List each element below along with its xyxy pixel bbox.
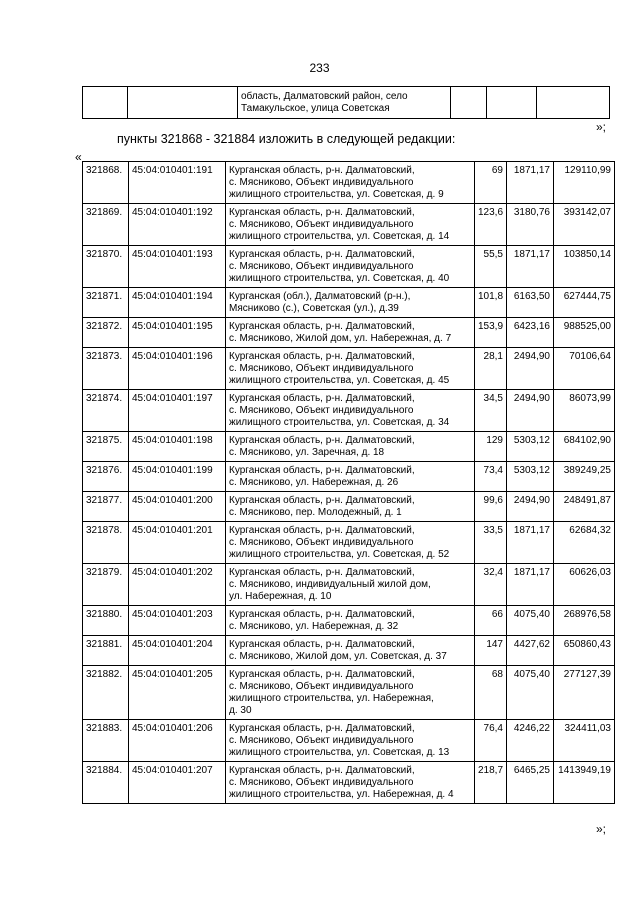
table-row [83, 492, 615, 522]
cadastral-value-cell: 70106,64 [554, 348, 615, 390]
row-number-cell: 321869. [83, 204, 129, 246]
cadastral-value-cell: 62684,32 [554, 522, 615, 564]
area-cell: 218,7 [475, 762, 507, 804]
address-cell: Курганская область, р-н. Далматовский, с. Мясниково, Жилой дом, ул. Советская, д. 37 [226, 636, 475, 666]
row-number-cell: 321882. [83, 666, 129, 720]
row-number-cell: 321868. [83, 162, 129, 204]
address-cell: Курганская область, р-н. Далматовский, с. Мясниково, Объект индивидуального жилищного строительства, ул. Советская, д. 52 [226, 522, 475, 564]
area-cell: 123,6 [475, 204, 507, 246]
address-cell: Курганская область, р-н. Далматовский, с. Мясниково, Объект индивидуального жилищного строительства, ул. Советская, д. 9 [226, 162, 475, 204]
address-cell: Курганская область, р-н. Далматовский, с. Мясниково, ул. Набережная, д. 26 [226, 462, 475, 492]
cadastral-value-cell: 988525,00 [554, 318, 615, 348]
cadastral-value-cell: 277127,39 [554, 666, 615, 720]
row-number-cell: 321874. [83, 390, 129, 432]
row-number-cell: 321875. [83, 432, 129, 462]
cadastral-number-cell: 45:04:010401:206 [129, 720, 226, 762]
rate-cell: 4246,22 [507, 720, 554, 762]
cadastral-value-cell: 1413949,19 [554, 762, 615, 804]
cadastral-number-cell: 45:04:010401:204 [129, 636, 226, 666]
area-cell: 34,5 [475, 390, 507, 432]
address-cell: Курганская область, р-н. Далматовский, с. Мясниково, Жилой дом, ул. Набережная, д. 7 [226, 318, 475, 348]
cadastral-number-cell: 45:04:010401:197 [129, 390, 226, 432]
cadastral-value-cell: 268976,58 [554, 606, 615, 636]
area-cell [451, 87, 487, 119]
cadastral-number-cell: 45:04:010401:193 [129, 246, 226, 288]
cadastral-value-cell: 650860,43 [554, 636, 615, 666]
address-cell: Курганская область, р-н. Далматовский, с. Мясниково, Объект индивидуального жилищного строительства, ул. Набережная, д. 4 [226, 762, 475, 804]
area-cell: 28,1 [475, 348, 507, 390]
row-number-cell: 321879. [83, 564, 129, 606]
table-row [83, 246, 615, 288]
rate-cell: 2494,90 [507, 348, 554, 390]
table-row [83, 720, 615, 762]
area-cell: 73,4 [475, 462, 507, 492]
area-cell: 68 [475, 666, 507, 720]
cadastral-value-cell: 129110,99 [554, 162, 615, 204]
row-number-cell: 321872. [83, 318, 129, 348]
rate-cell: 3180,76 [507, 204, 554, 246]
address-cell: Курганская область, р-н. Далматовский, с. Мясниково, ул. Набережная, д. 32 [226, 606, 475, 636]
cadastral-number-cell: 45:04:010401:198 [129, 432, 226, 462]
amendment-instruction: пункты 321868 - 321884 изложить в следующей редакции: [117, 132, 456, 146]
cadastral-number-cell: 45:04:010401:192 [129, 204, 226, 246]
cadastral-number-cell: 45:04:010401:205 [129, 666, 226, 720]
closing-quote-end: »; [596, 822, 607, 836]
table-row [83, 288, 615, 318]
table-row [83, 318, 615, 348]
row-number-cell [83, 87, 128, 119]
cadastral-number-cell: 45:04:010401:200 [129, 492, 226, 522]
area-cell: 147 [475, 636, 507, 666]
row-number-cell: 321873. [83, 348, 129, 390]
table-row [83, 432, 615, 462]
rate-cell: 4075,40 [507, 606, 554, 636]
row-number-cell: 321880. [83, 606, 129, 636]
address-cell: Курганская область, р-н. Далматовский, с. Мясниково, Объект индивидуального жилищного строительства, ул. Советская, д. 34 [226, 390, 475, 432]
cadastral-number-cell [128, 87, 238, 119]
row-number-cell: 321878. [83, 522, 129, 564]
cadastral-value-cell: 248491,87 [554, 492, 615, 522]
cadastral-value-cell: 103850,14 [554, 246, 615, 288]
table-row [83, 390, 615, 432]
row-number-cell: 321881. [83, 636, 129, 666]
area-cell: 101,8 [475, 288, 507, 318]
table-row [83, 204, 615, 246]
rate-cell: 4075,40 [507, 666, 554, 720]
table-row [83, 462, 615, 492]
cadastral-number-cell: 45:04:010401:207 [129, 762, 226, 804]
table-row [83, 636, 615, 666]
cadastral-value-cell: 324411,03 [554, 720, 615, 762]
table-row [83, 606, 615, 636]
area-cell: 32,4 [475, 564, 507, 606]
cadastral-number-cell: 45:04:010401:191 [129, 162, 226, 204]
closing-quote: »; [596, 120, 607, 134]
value-cell [537, 87, 610, 119]
cadastral-value-cell: 684102,90 [554, 432, 615, 462]
table-row [83, 348, 615, 390]
rate-cell: 6163,50 [507, 288, 554, 318]
address-cell: Курганская область, р-н. Далматовский, с. Мясниково, ул. Заречная, д. 18 [226, 432, 475, 462]
opening-quote: « [75, 150, 82, 164]
table-body [83, 162, 615, 804]
area-cell: 69 [475, 162, 507, 204]
rate-cell: 2494,90 [507, 492, 554, 522]
row-number-cell: 321876. [83, 462, 129, 492]
area-cell: 153,9 [475, 318, 507, 348]
area-cell: 66 [475, 606, 507, 636]
area-cell: 55,5 [475, 246, 507, 288]
row-number-cell: 321871. [83, 288, 129, 318]
rate-cell: 1871,17 [507, 162, 554, 204]
rate-cell: 6465,25 [507, 762, 554, 804]
address-cell: Курганская область, р-н. Далматовский, с. Мясниково, пер. Молодежный, д. 1 [226, 492, 475, 522]
row-number-cell: 321877. [83, 492, 129, 522]
rate-cell: 1871,17 [507, 564, 554, 606]
address-cell: Курганская (обл.), Далматовский (р-н.), Мясниково (с.), Советская (ул.), д.39 [226, 288, 475, 318]
rate-cell: 6423,16 [507, 318, 554, 348]
rate-cell: 5303,12 [507, 462, 554, 492]
table-row [83, 162, 615, 204]
area-cell: 33,5 [475, 522, 507, 564]
cadastral-number-cell: 45:04:010401:202 [129, 564, 226, 606]
rate-cell: 1871,17 [507, 522, 554, 564]
rate-cell: 2494,90 [507, 390, 554, 432]
cadastral-value-cell: 389249,25 [554, 462, 615, 492]
cadastral-value-cell: 60626,03 [554, 564, 615, 606]
row-number-cell: 321884. [83, 762, 129, 804]
area-cell: 99,6 [475, 492, 507, 522]
table-row [83, 522, 615, 564]
cadastral-number-cell: 45:04:010401:199 [129, 462, 226, 492]
area-cell: 129 [475, 432, 507, 462]
address-cell: Курганская область, р-н. Далматовский, с. Мясниково, Объект индивидуального жилищного строительства, ул. Советская, д. 45 [226, 348, 475, 390]
cadastral-value-table [82, 161, 615, 804]
cadastral-number-cell: 45:04:010401:194 [129, 288, 226, 318]
address-cell: Курганская область, р-н. Далматовский, с. Мясниково, Объект индивидуального жилищного строительства, ул. Набережная, д. 30 [226, 666, 475, 720]
row-number-cell: 321883. [83, 720, 129, 762]
rate-cell [487, 87, 537, 119]
table-row [83, 666, 615, 720]
address-cell: Курганская область, р-н. Далматовский, с. Мясниково, индивидуальный жилой дом, ул. Набережная, д. 10 [226, 564, 475, 606]
address-cell: Курганская область, р-н. Далматовский, с. Мясниково, Объект индивидуального жилищного строительства, ул. Советская, д. 13 [226, 720, 475, 762]
cadastral-value-cell: 627444,75 [554, 288, 615, 318]
rate-cell: 4427,62 [507, 636, 554, 666]
cadastral-number-cell: 45:04:010401:196 [129, 348, 226, 390]
table-row [83, 762, 615, 804]
table-row [83, 564, 615, 606]
row-number-cell: 321870. [83, 246, 129, 288]
cadastral-number-cell: 45:04:010401:201 [129, 522, 226, 564]
address-cell: Курганская область, р-н. Далматовский, с. Мясниково, Объект индивидуального жилищного строительства, ул. Советская, д. 40 [226, 246, 475, 288]
cadastral-value-cell: 86073,99 [554, 390, 615, 432]
previous-table-fragment [82, 86, 610, 119]
table-row [83, 87, 610, 119]
cadastral-number-cell: 45:04:010401:195 [129, 318, 226, 348]
address-cell: Курганская область, р-н. Далматовский, с. Мясниково, Объект индивидуального жилищного строительства, ул. Советская, д. 14 [226, 204, 475, 246]
area-cell: 76,4 [475, 720, 507, 762]
rate-cell: 5303,12 [507, 432, 554, 462]
cadastral-value-cell: 393142,07 [554, 204, 615, 246]
rate-cell: 1871,17 [507, 246, 554, 288]
address-cell: область, Далматовский район, село Тамакульское, улица Советская [238, 87, 451, 119]
page-number: 233 [309, 61, 330, 75]
cadastral-number-cell: 45:04:010401:203 [129, 606, 226, 636]
